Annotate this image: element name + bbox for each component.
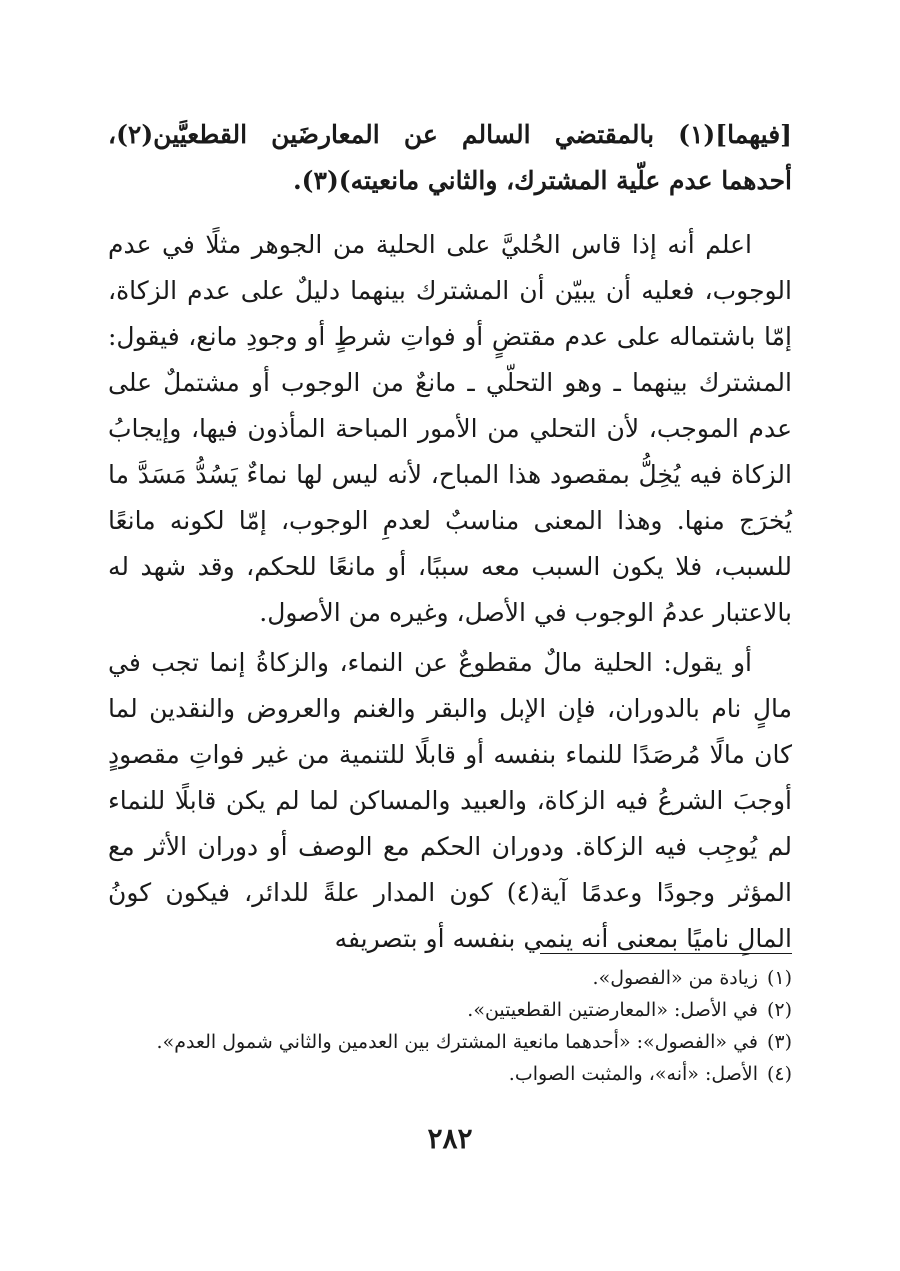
footnote-number: (٤) [766,1063,792,1085]
footnote-number: (٣) [766,1031,792,1053]
body-paragraph-2: أو يقول: الحلية مالٌ مقطوعٌ عن النماء، والزكاةُ إنما تجب في مالٍ نام بالدوران، فإن الإبل والبقر والغنم والعروض والنقدين لما كان مالًا مُرصَدًا للنماء بنفسه أو قابلًا للتنمية من غير فواتِ مقصودٍ أوجبَ الشرعُ فيه الزكاة، والعبيد والمساكن لما لم يكن قابلًا للنماء لم يُوجِب فيه الزكاة. ودوران الحكم مع الوصف أو دوران الأثر مع المؤثر وجودًا وعدمًا آية(٤) كون المدار علةً للدائر، فيكون كونُ المالِ ناميًا بمعنى أنه ينمي بنفسه أو بتصريفه [108,648,792,953]
footnote-4 [108,1058,792,1090]
footnote-number: (٢) [766,999,792,1021]
footnote-3 [108,1026,792,1058]
footnote-2 [108,994,792,1026]
body-paragraph-1: اعلم أنه إذا قاس الحُليَّ على الحلية من الجوهر مثلًا في عدم الوجوب، فعليه أن يبيّن أن المشترك بينهما دليلٌ على عدم الزكاة، إمّا باشتماله على عدم مقتضٍ أو فواتِ شرطٍ أو وجودِ مانع، فيقول: المشترك بينهما ـ وهو التحلّي ـ مانعٌ من الوجوب أو مشتملٌ على عدم الموجب، لأن التحلي من الأمور المباحة المأذون فيها، وإيجابُ الزكاة فيه يُخِلُّ بمقصود هذا المباح، لأنه ليس لها نماءٌ يَسُدُّ مَسَدَّ ما يُخرَج منها. وهذا المعنى مناسبٌ لعدمِ الوجوب، إمّا لكونه مانعًا للسبب، فلا يكون السبب معه سببًا، أو مانعًا للحكم، وقد شهد له بالاعتبار عدمُ الوجوب في الأصل، وغيره من الأصول. [108,230,792,627]
footnote-text: زيادة من «الفصول». [592,967,758,989]
footnotes [108,962,792,1090]
footnote-number: (١) [766,967,792,989]
footnote-text: في الأصل: «المعارضتين القطعيتين». [467,999,758,1021]
opening-paragraph: [فيهما](١) بالمقتضي السالم عن المعارضَين القطعيَّين(٢)، أحدهما عدم علّية المشترك، والثاني مانعيته)(٣). [108,120,792,195]
footnote-text: الأصل: «أنه»، والمثبت الصواب. [508,1063,758,1085]
footnote-separator [540,953,792,954]
footnote-text: في «الفصول»: «أحدهما مانعية المشترك بين العدمين والثاني شمول العدم». [156,1031,758,1053]
page-number: ٢٨٢ [427,1122,473,1155]
footnote-1 [108,962,792,994]
